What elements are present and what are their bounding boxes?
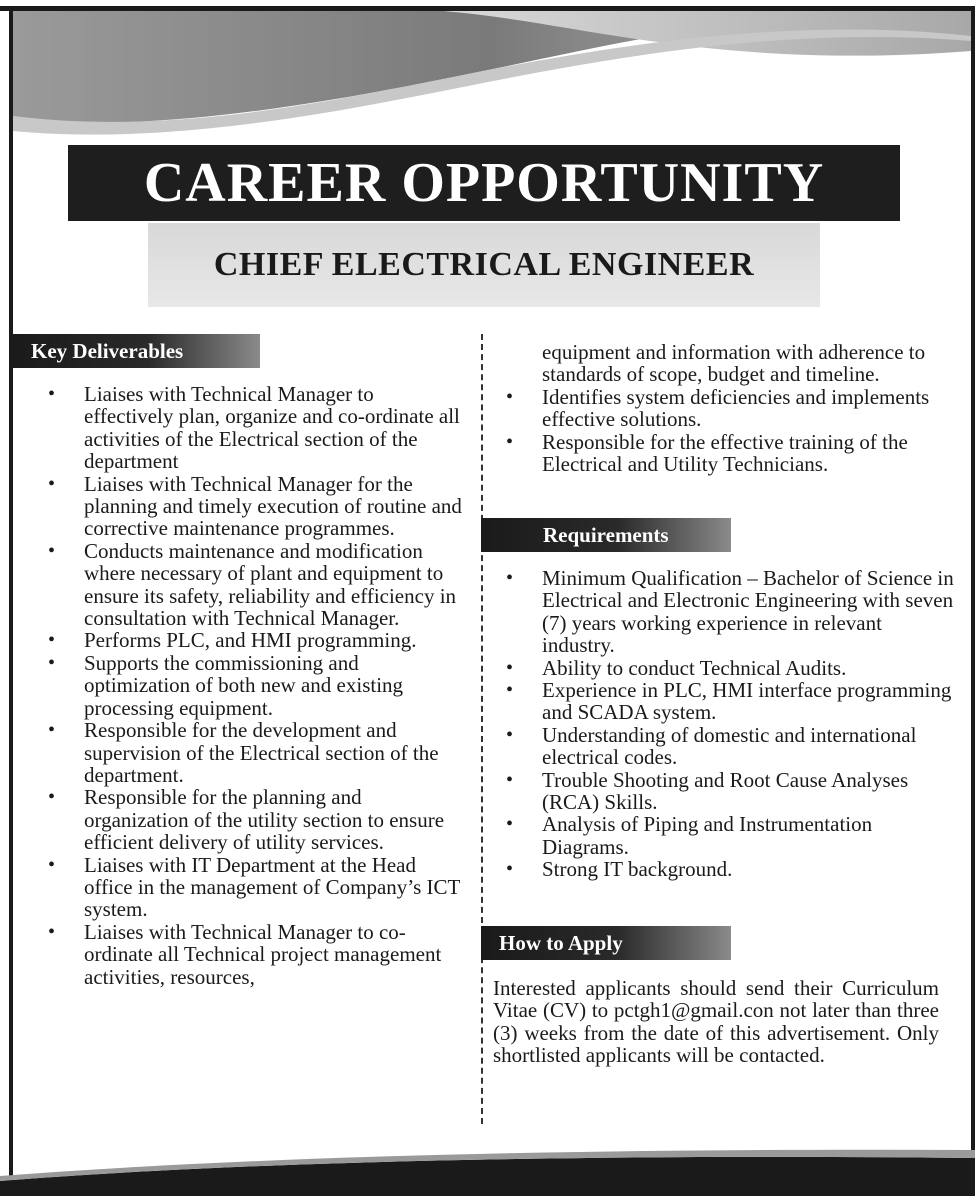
top-wave-decoration <box>13 11 971 151</box>
list-item: • Trouble Shooting and Root Cause Analyses (RCA) Skills. <box>488 769 958 814</box>
list-item: • Responsible for the development and supervision of the Electrical section of the department. <box>30 719 466 786</box>
list-item: • Minimum Qualification – Bachelor of Science in Electrical and Electronic Engineering with seven (7) years working experience in relevant industry. <box>488 567 958 657</box>
left-border <box>9 6 13 1186</box>
list-item: • Liaises with Technical Manager for the planning and timely execution of routine and corrective maintenance programmes. <box>30 473 466 540</box>
requirements-heading: Requirements <box>481 518 731 552</box>
key-deliverables-list <box>30 383 466 988</box>
list-item: • Supports the commissioning and optimization of both new and existing processing equipment. <box>30 652 466 719</box>
continued-text: equipment and information with adherence to standards of scope, budget and timeline. <box>542 340 926 387</box>
list-item: • Identifies system deficiencies and implements effective solutions. <box>488 386 958 431</box>
list-item: • Liaises with Technical Manager to co-ordinate all Technical project management activities, resources, <box>30 921 466 988</box>
key-deliverables-continued <box>488 341 958 475</box>
list-item: • Understanding of domestic and international electrical codes. <box>488 724 958 769</box>
list-item: • Liaises with Technical Manager to effectively plan, organize and co-ordinate all activities of the Electrical section of the department <box>30 383 466 473</box>
list-item: • Strong IT background. <box>488 858 958 880</box>
bottom-wave-decoration <box>0 1136 975 1196</box>
list-item: • Performs PLC, and HMI programming. <box>30 629 466 651</box>
list-item: • Experience in PLC, HMI interface programming and SCADA system. <box>488 679 958 724</box>
how-to-apply-heading: How to Apply <box>481 926 731 960</box>
how-to-apply-text: Interested applicants should send their Curriculum Vitae (CV) to pctgh1@gmail.con not later than three (3) weeks from the date of this advertisement. Only shortlisted applicants will be contacted. <box>493 976 939 1068</box>
requirements-list <box>488 567 958 881</box>
list-item: • Conducts maintenance and modification where necessary of plant and equipment to ensure its safety, reliability and efficiency in consultation with Technical Manager. <box>30 540 466 630</box>
list-item: • Liaises with IT Department at the Head office in the management of Company’s ICT system. <box>30 854 466 921</box>
key-deliverables-heading: Key Deliverables <box>13 334 260 368</box>
list-item: • Responsible for the planning and organization of the utility section to ensure efficient delivery of utility services. <box>30 786 466 853</box>
job-title: CHIEF ELECTRICAL ENGINEER <box>148 223 820 307</box>
page-title: CAREER OPPORTUNITY <box>68 145 900 221</box>
right-border <box>971 6 975 1186</box>
list-item: • Analysis of Piping and Instrumentation Diagrams. <box>488 813 958 858</box>
list-item: • Ability to conduct Technical Audits. <box>488 657 958 679</box>
column-divider <box>481 334 483 1124</box>
list-item: • Responsible for the effective training of the Electrical and Utility Technicians. <box>488 431 958 476</box>
